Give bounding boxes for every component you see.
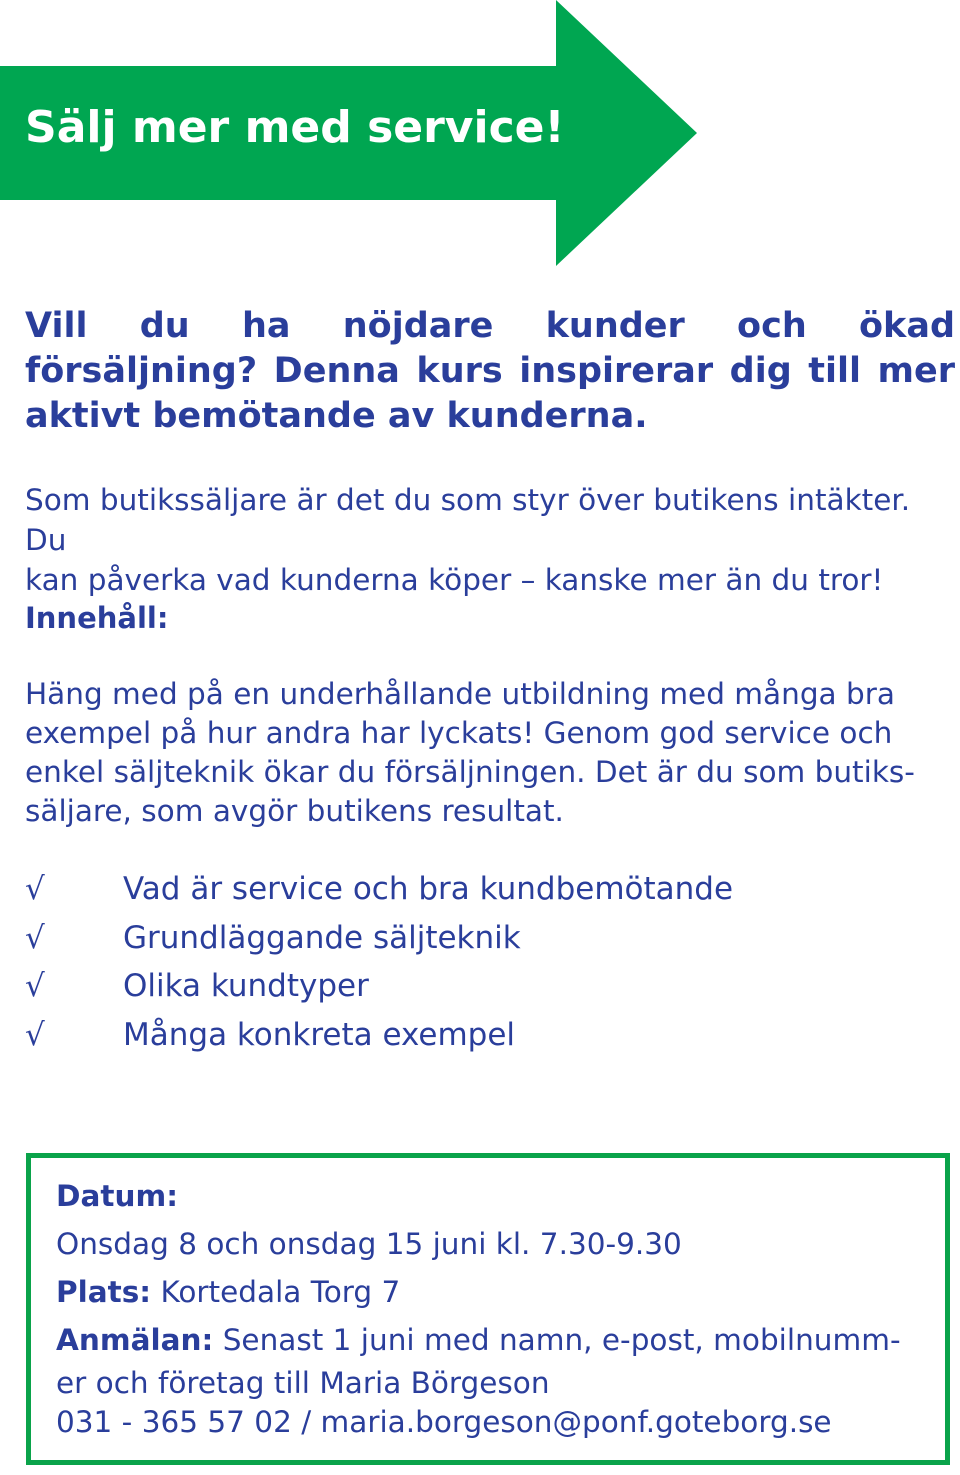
contact-info[interactable]: 031 - 365 57 02 / maria.borgeson@ponf.goteborg.se bbox=[56, 1405, 832, 1439]
content-line: exempel på hur andra har lyckats! Genom god service och bbox=[25, 716, 893, 750]
banner-title: Sälj mer med service! bbox=[25, 102, 565, 153]
signup-text: Senast 1 juni med namn, e-post, mobilnumm- bbox=[222, 1323, 901, 1357]
list-item-label: Vad är service och bra kundbemötande bbox=[123, 871, 734, 907]
place-value: Kortedala Torg 7 bbox=[160, 1275, 401, 1309]
signup-text-continued: er och företag till Maria Börgeson bbox=[56, 1366, 550, 1400]
place-label: Plats: bbox=[56, 1275, 152, 1309]
content-paragraph bbox=[25, 675, 957, 831]
list-item bbox=[25, 914, 925, 963]
content-line: enkel säljteknik ökar du försäljningen. Det är du som butiks- bbox=[25, 755, 915, 789]
content-heading: Innehåll: bbox=[25, 601, 169, 635]
list-item-label: Grundläggande säljteknik bbox=[123, 919, 521, 956]
check-icon: √ bbox=[25, 1016, 45, 1053]
signup-label: Anmälan: bbox=[56, 1323, 214, 1357]
content-line: Häng med på en underhållande utbildning med många bra bbox=[25, 677, 895, 711]
list-item-label: Många konkreta exempel bbox=[123, 1016, 516, 1053]
date-label-line bbox=[56, 1174, 936, 1218]
list-item-label: Olika kundtyper bbox=[123, 968, 369, 1004]
check-icon: √ bbox=[25, 871, 45, 907]
intro-text: Vill du ha nöjdare kunder och ökad försäljning? Denna kurs inspirerar dig till mer aktivt bemötande av kunderna. bbox=[25, 306, 955, 436]
content-line: säljare, som avgör butikens resultat. bbox=[25, 794, 564, 828]
lead-line: Som butikssäljare är det du som styr över butikens intäkter. Du bbox=[25, 483, 911, 557]
topic-checklist bbox=[25, 865, 925, 1059]
place-line bbox=[56, 1268, 936, 1316]
lead-paragraph bbox=[25, 480, 955, 600]
lead-line: kan påverka vad kunderna köper – kanske mer än du tror! bbox=[25, 563, 884, 597]
list-item bbox=[25, 962, 925, 1011]
list-item bbox=[25, 1011, 925, 1060]
check-icon: √ bbox=[25, 919, 45, 956]
signup-line bbox=[56, 1316, 936, 1364]
date-label: Datum: bbox=[56, 1179, 179, 1213]
check-icon: √ bbox=[25, 968, 45, 1004]
list-item bbox=[25, 865, 925, 914]
info-content bbox=[56, 1174, 936, 1442]
date-value: Onsdag 8 och onsdag 15 juni kl. 7.30-9.30 bbox=[56, 1227, 682, 1261]
